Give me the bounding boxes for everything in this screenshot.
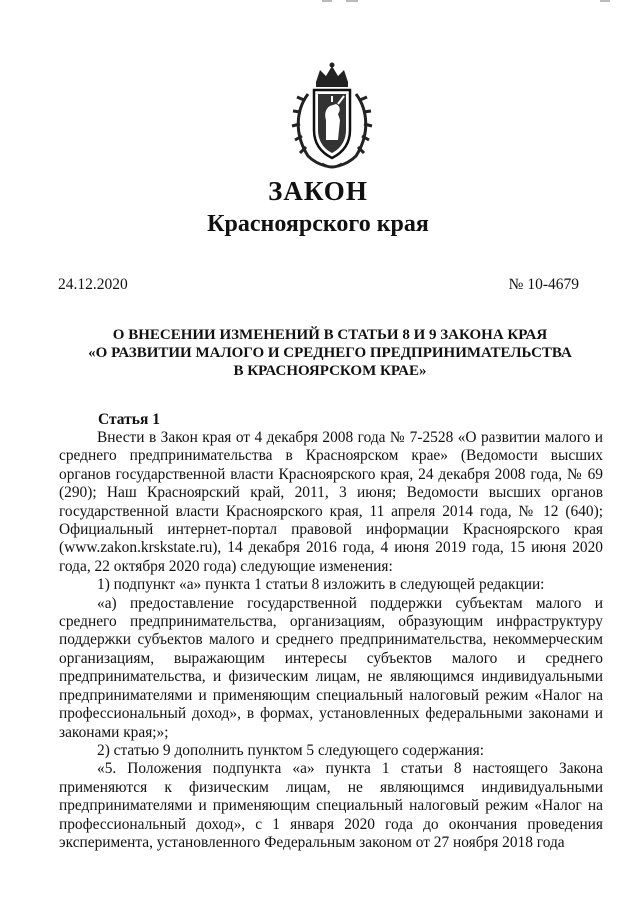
heading-line: О ВНЕСЕНИИ ИЗМЕНЕНИЙ В СТАТЬИ 8 И 9 ЗАКОНА КРАЯ — [112, 327, 548, 343]
region-title: Красноярского края — [207, 211, 429, 237]
law-date: 24.12.2020 — [58, 276, 128, 293]
scan-mark — [346, 0, 358, 2]
paragraph: Внести в Закон края от 4 декабря 2008 года № 7-2528 «О развитии малого и среднего предпринимательства в Красноярском крае» (Ведомости высших органов государственной власти Красноярского края, 24 декабря 2008 года, № 69 (290); Наш Красноярский край, 2011, 3 июня; Ведомости высших органов государственной власти Красноярского края, 11 апреля 2014 года, № 12 (640); Официальный интернет-портал правовой информации Красноярского края (www.zakon.krskstate.ru), 14 декабря 2016 года, 4 июня 2019 года, 15 июня 2020 года, 22 октября 2020 года) следующие изменения: — [59, 429, 603, 575]
law-number: № 10-4679 — [508, 276, 579, 293]
paragraph: «а) предоставление государственной поддержки субъектам малого и среднего предпринимательства, организациям, образующим инфраструктуру поддержки субъектов малого и среднего предпринимательства, некоммерческим организациям, выражающим интересы субъектов малого и среднего предпринимательства, и физическим лицам, не являющимся индивидуальными предпринимателями и применяющим специальный налоговый режим «Налог на профессиональный доход», в формах, установленных федеральными законами и законами края;»; — [59, 594, 603, 741]
law-heading — [40, 326, 620, 380]
heading-line: «О РАЗВИТИИ МАЛОГО И СРЕДНЕГО ПРЕДПРИНИМАТЕЛЬСТВА — [88, 345, 572, 361]
law-title: ЗАКОН — [268, 176, 368, 206]
article-title: Статья 1 — [98, 411, 160, 428]
heading-line: В КРАСНОЯРСКОМ КРАЕ» — [233, 363, 427, 379]
paragraph: «5. Положения подпункта «а» пункта 1 статьи 8 настоящего Закона применяются к физическим лицам, не являющимся индивидуальными предпринимателями и применяющим специальный налоговый режим «Налог на профессиональный доход», с 1 января 2020 года до окончания проведения эксперимента, установленного Федеральным законом от 27 ноября 2018 года — [59, 760, 603, 851]
article-body — [59, 429, 603, 852]
scan-mark — [322, 0, 332, 2]
scan-mark — [600, 0, 610, 2]
paragraph: 1) подпункт «а» пункта 1 статьи 8 изложить в следующей редакции: — [97, 576, 545, 594]
coat-of-arms-emblem — [286, 60, 378, 172]
paragraph: 2) статью 9 дополнить пунктом 5 следующего содержания: — [97, 741, 485, 759]
